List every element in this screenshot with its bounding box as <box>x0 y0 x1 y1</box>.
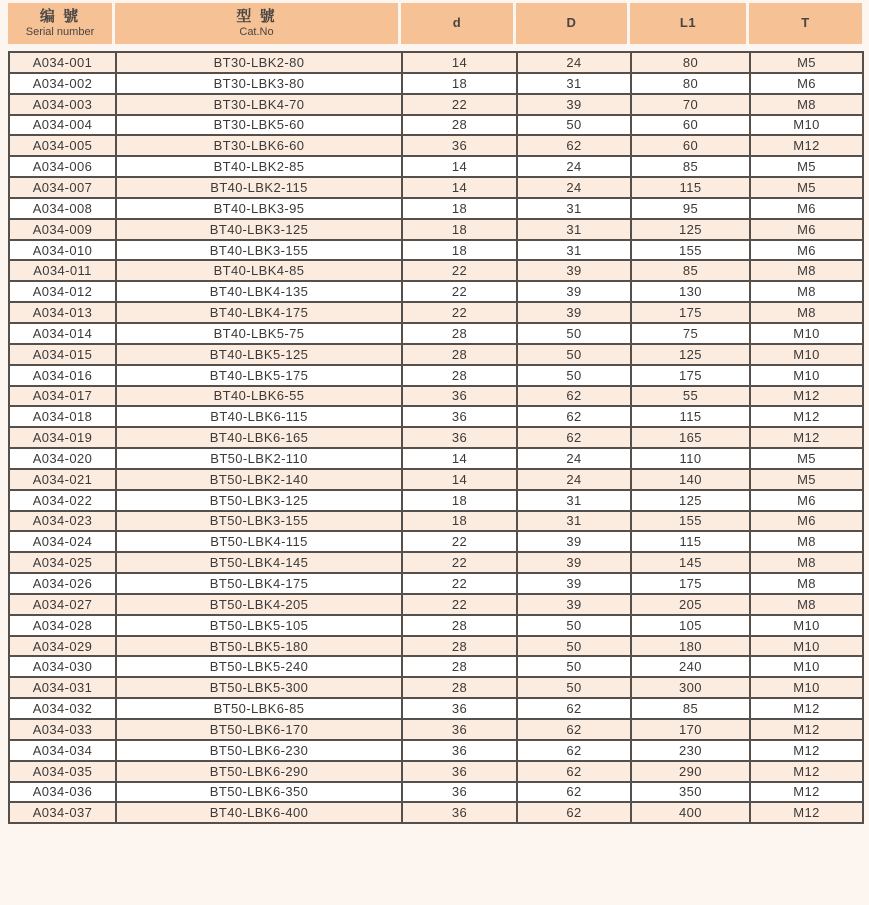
table-cell: 75 <box>631 323 750 344</box>
table-cell: 28 <box>402 656 517 677</box>
table-cell: A034-034 <box>9 740 116 761</box>
table-cell: 31 <box>517 219 631 240</box>
table-cell: A034-007 <box>9 177 116 198</box>
table-cell: M10 <box>750 636 863 657</box>
header-title: d <box>452 15 462 31</box>
table-row <box>9 531 863 552</box>
table-cell: 14 <box>402 156 517 177</box>
table-cell: M10 <box>750 344 863 365</box>
header-cell <box>115 3 401 44</box>
table-cell: 18 <box>402 73 517 94</box>
table-row <box>9 323 863 344</box>
table-cell: A034-037 <box>9 802 116 823</box>
table-cell: BT40-LBK3-125 <box>116 219 402 240</box>
table-cell: BT30-LBK3-80 <box>116 73 402 94</box>
table-cell: 36 <box>402 135 517 156</box>
table-cell: 36 <box>402 698 517 719</box>
table-cell: M12 <box>750 427 863 448</box>
table-cell: 62 <box>517 406 631 427</box>
table-cell: 125 <box>631 490 750 511</box>
table-cell: 36 <box>402 386 517 407</box>
table-cell: 165 <box>631 427 750 448</box>
table-cell: BT50-LBK4-145 <box>116 552 402 573</box>
table-cell: 62 <box>517 698 631 719</box>
table-cell: 39 <box>517 552 631 573</box>
table-row <box>9 761 863 782</box>
table-cell: M12 <box>750 719 863 740</box>
table-cell: A034-016 <box>9 365 116 386</box>
table-cell: A034-015 <box>9 344 116 365</box>
table-cell: 62 <box>517 782 631 803</box>
table-cell: A034-006 <box>9 156 116 177</box>
table-row <box>9 240 863 261</box>
table-cell: BT40-LBK5-125 <box>116 344 402 365</box>
table-cell: A034-011 <box>9 260 116 281</box>
table-row <box>9 344 863 365</box>
table-cell: 28 <box>402 344 517 365</box>
table-row <box>9 135 863 156</box>
table-cell: BT40-LBK3-95 <box>116 198 402 219</box>
table-row <box>9 73 863 94</box>
table-cell: BT40-LBK6-55 <box>116 386 402 407</box>
table-cell: 62 <box>517 427 631 448</box>
table-cell: 145 <box>631 552 750 573</box>
table-cell: M8 <box>750 94 863 115</box>
table-cell: A034-002 <box>9 73 116 94</box>
table-cell: 205 <box>631 594 750 615</box>
table-row <box>9 260 863 281</box>
table-cell: 85 <box>631 156 750 177</box>
table-cell: M5 <box>750 156 863 177</box>
table-cell: M8 <box>750 552 863 573</box>
table-cell: BT50-LBK6-290 <box>116 761 402 782</box>
table-cell: 39 <box>517 281 631 302</box>
table-cell: A034-025 <box>9 552 116 573</box>
table-cell: A034-035 <box>9 761 116 782</box>
table-cell: 18 <box>402 219 517 240</box>
table-row <box>9 302 863 323</box>
table-cell: 85 <box>631 260 750 281</box>
table-cell: 14 <box>402 448 517 469</box>
table-cell: 62 <box>517 386 631 407</box>
table-cell: 50 <box>517 656 631 677</box>
table-cell: BT50-LBK5-180 <box>116 636 402 657</box>
table-cell: 130 <box>631 281 750 302</box>
table-cell: BT40-LBK5-75 <box>116 323 402 344</box>
table-cell: 170 <box>631 719 750 740</box>
table-row <box>9 615 863 636</box>
table-cell: M5 <box>750 177 863 198</box>
table-cell: 14 <box>402 52 517 73</box>
table-cell: 22 <box>402 281 517 302</box>
table-cell: 50 <box>517 636 631 657</box>
table-row <box>9 636 863 657</box>
header-title: L1 <box>679 15 697 31</box>
table-cell: 175 <box>631 365 750 386</box>
table-row <box>9 94 863 115</box>
table-cell: 230 <box>631 740 750 761</box>
table-cell: A034-030 <box>9 656 116 677</box>
table-cell: M12 <box>750 802 863 823</box>
table-cell: BT40-LBK6-165 <box>116 427 402 448</box>
table-cell: 60 <box>631 135 750 156</box>
table-cell: 39 <box>517 302 631 323</box>
table-cell: 14 <box>402 177 517 198</box>
table-cell: 50 <box>517 365 631 386</box>
table-cell: 350 <box>631 782 750 803</box>
table-cell: 62 <box>517 802 631 823</box>
table-row <box>9 469 863 490</box>
table-cell: 22 <box>402 531 517 552</box>
table-cell: BT50-LBK2-140 <box>116 469 402 490</box>
table-cell: 36 <box>402 740 517 761</box>
table-cell: M8 <box>750 594 863 615</box>
table-row <box>9 782 863 803</box>
table-cell: 36 <box>402 427 517 448</box>
table-cell: A034-005 <box>9 135 116 156</box>
table-cell: M8 <box>750 302 863 323</box>
table-cell: BT40-LBK4-85 <box>116 260 402 281</box>
table-cell: 80 <box>631 52 750 73</box>
table-cell: M10 <box>750 115 863 136</box>
table-cell: 55 <box>631 386 750 407</box>
table-cell: 24 <box>517 52 631 73</box>
table-cell: M12 <box>750 740 863 761</box>
table-cell: A034-020 <box>9 448 116 469</box>
table-cell: 290 <box>631 761 750 782</box>
table-cell: A034-036 <box>9 782 116 803</box>
table-cell: A034-004 <box>9 115 116 136</box>
table-row <box>9 115 863 136</box>
header-subtitle: Cat.No <box>239 26 274 39</box>
table-row <box>9 365 863 386</box>
table-cell: 50 <box>517 323 631 344</box>
table-cell: M10 <box>750 365 863 386</box>
table-row <box>9 594 863 615</box>
table-cell: M5 <box>750 469 863 490</box>
table-cell: 85 <box>631 698 750 719</box>
table-cell: 31 <box>517 198 631 219</box>
table-cell: A034-024 <box>9 531 116 552</box>
table-cell: BT50-LBK3-125 <box>116 490 402 511</box>
table-cell: A034-014 <box>9 323 116 344</box>
table-cell: 28 <box>402 365 517 386</box>
table-cell: 62 <box>517 740 631 761</box>
table-cell: M8 <box>750 573 863 594</box>
table-cell: 115 <box>631 177 750 198</box>
table-cell: M8 <box>750 260 863 281</box>
table-cell: 24 <box>517 156 631 177</box>
table-cell: 36 <box>402 782 517 803</box>
table-cell: M6 <box>750 198 863 219</box>
header-cell <box>401 3 516 44</box>
table-cell: 39 <box>517 594 631 615</box>
table-cell: BT30-LBK5-60 <box>116 115 402 136</box>
table-cell: BT50-LBK6-170 <box>116 719 402 740</box>
table-row <box>9 156 863 177</box>
table-cell: 39 <box>517 94 631 115</box>
table-row <box>9 511 863 532</box>
table-cell: 31 <box>517 490 631 511</box>
table-cell: A034-001 <box>9 52 116 73</box>
table-cell: 60 <box>631 115 750 136</box>
table-header <box>8 3 862 44</box>
header-title: D <box>566 15 577 31</box>
table-row <box>9 52 863 73</box>
table-cell: 400 <box>631 802 750 823</box>
table-cell: A034-012 <box>9 281 116 302</box>
table-row <box>9 656 863 677</box>
table-row <box>9 698 863 719</box>
table-cell: 39 <box>517 573 631 594</box>
header-cell <box>749 3 862 44</box>
table-cell: A034-021 <box>9 469 116 490</box>
table-cell: M5 <box>750 52 863 73</box>
table-cell: M10 <box>750 323 863 344</box>
table-cell: 22 <box>402 94 517 115</box>
table-cell: BT30-LBK2-80 <box>116 52 402 73</box>
table-cell: A034-013 <box>9 302 116 323</box>
table-cell: A034-026 <box>9 573 116 594</box>
table-row <box>9 177 863 198</box>
table-cell: 24 <box>517 448 631 469</box>
table-cell: BT50-LBK5-300 <box>116 677 402 698</box>
table-cell: A034-019 <box>9 427 116 448</box>
table-cell: 240 <box>631 656 750 677</box>
table-row <box>9 802 863 823</box>
table-cell: 175 <box>631 302 750 323</box>
table-row <box>9 281 863 302</box>
table-cell: BT50-LBK6-85 <box>116 698 402 719</box>
table-cell: BT40-LBK6-400 <box>116 802 402 823</box>
table-cell: 22 <box>402 302 517 323</box>
table-cell: 36 <box>402 406 517 427</box>
table-cell: BT50-LBK6-350 <box>116 782 402 803</box>
table-cell: BT50-LBK3-155 <box>116 511 402 532</box>
table-cell: M5 <box>750 448 863 469</box>
table-cell: M6 <box>750 490 863 511</box>
table-cell: M12 <box>750 698 863 719</box>
table-cell: 115 <box>631 531 750 552</box>
table-cell: 22 <box>402 594 517 615</box>
table-cell: A034-031 <box>9 677 116 698</box>
table-cell: 39 <box>517 531 631 552</box>
table-cell: M10 <box>750 656 863 677</box>
header-subtitle: Serial number <box>25 26 95 39</box>
table-cell: M6 <box>750 511 863 532</box>
table-cell: 50 <box>517 115 631 136</box>
table-cell: 175 <box>631 573 750 594</box>
table-cell: M10 <box>750 615 863 636</box>
table-cell: 180 <box>631 636 750 657</box>
table-cell: 50 <box>517 344 631 365</box>
table-row <box>9 198 863 219</box>
table-cell: M10 <box>750 677 863 698</box>
table-cell: A034-017 <box>9 386 116 407</box>
header-title: 型 號 <box>236 8 277 26</box>
header-cell <box>8 3 115 44</box>
table-cell: BT40-LBK3-155 <box>116 240 402 261</box>
table-cell: 28 <box>402 636 517 657</box>
table-cell: 50 <box>517 615 631 636</box>
table-cell: M12 <box>750 406 863 427</box>
table-cell: A034-022 <box>9 490 116 511</box>
table-cell: BT30-LBK4-70 <box>116 94 402 115</box>
table-cell: BT40-LBK2-115 <box>116 177 402 198</box>
table-row <box>9 573 863 594</box>
table-cell: 18 <box>402 240 517 261</box>
table-cell: BT50-LBK6-230 <box>116 740 402 761</box>
table-cell: M12 <box>750 782 863 803</box>
header-cell <box>630 3 749 44</box>
table-cell: BT50-LBK5-240 <box>116 656 402 677</box>
table-cell: 28 <box>402 615 517 636</box>
table-cell: M12 <box>750 386 863 407</box>
table-cell: 62 <box>517 135 631 156</box>
table-cell: 14 <box>402 469 517 490</box>
table-cell: 22 <box>402 573 517 594</box>
header-title: T <box>801 15 810 31</box>
table-cell: A034-032 <box>9 698 116 719</box>
table-cell: BT40-LBK6-115 <box>116 406 402 427</box>
table-cell: BT40-LBK2-85 <box>116 156 402 177</box>
table-cell: 31 <box>517 73 631 94</box>
table-cell: BT50-LBK2-110 <box>116 448 402 469</box>
table-cell: M12 <box>750 761 863 782</box>
table-cell: 80 <box>631 73 750 94</box>
table-cell: 28 <box>402 677 517 698</box>
table-row <box>9 740 863 761</box>
table-row <box>9 552 863 573</box>
table-cell: BT40-LBK5-175 <box>116 365 402 386</box>
table-cell: 31 <box>517 240 631 261</box>
table-cell: 155 <box>631 240 750 261</box>
table-cell: A034-033 <box>9 719 116 740</box>
table-cell: 39 <box>517 260 631 281</box>
table-cell: 62 <box>517 719 631 740</box>
table-cell: A034-008 <box>9 198 116 219</box>
spec-table <box>8 51 864 824</box>
table-cell: A034-023 <box>9 511 116 532</box>
table-cell: 115 <box>631 406 750 427</box>
table-row <box>9 719 863 740</box>
header-title: 编 號 <box>39 8 81 26</box>
table-cell: BT50-LBK5-105 <box>116 615 402 636</box>
table-row <box>9 219 863 240</box>
table-cell: 24 <box>517 469 631 490</box>
table-cell: 18 <box>402 490 517 511</box>
table-cell: M8 <box>750 281 863 302</box>
table-row <box>9 677 863 698</box>
table-cell: 62 <box>517 761 631 782</box>
table-cell: 28 <box>402 115 517 136</box>
table-cell: M6 <box>750 219 863 240</box>
table-cell: BT30-LBK6-60 <box>116 135 402 156</box>
table-cell: 95 <box>631 198 750 219</box>
table-cell: A034-010 <box>9 240 116 261</box>
table-cell: 24 <box>517 177 631 198</box>
table-cell: M8 <box>750 531 863 552</box>
table-cell: 22 <box>402 552 517 573</box>
header-cell <box>516 3 630 44</box>
table-row <box>9 448 863 469</box>
table-cell: 105 <box>631 615 750 636</box>
table-row <box>9 427 863 448</box>
table-cell: BT40-LBK4-135 <box>116 281 402 302</box>
table-row <box>9 406 863 427</box>
table-cell: 22 <box>402 260 517 281</box>
table-cell: A034-028 <box>9 615 116 636</box>
table-cell: BT50-LBK4-175 <box>116 573 402 594</box>
table-cell: 31 <box>517 511 631 532</box>
table-cell: 28 <box>402 323 517 344</box>
table-cell: 140 <box>631 469 750 490</box>
table-cell: 110 <box>631 448 750 469</box>
table-cell: M6 <box>750 73 863 94</box>
table-row <box>9 386 863 407</box>
table-cell: 125 <box>631 344 750 365</box>
table-cell: BT50-LBK4-205 <box>116 594 402 615</box>
table-cell: 36 <box>402 802 517 823</box>
table-cell: 18 <box>402 198 517 219</box>
table-cell: 70 <box>631 94 750 115</box>
table-row <box>9 490 863 511</box>
table-cell: 36 <box>402 719 517 740</box>
table-cell: 300 <box>631 677 750 698</box>
table-cell: 50 <box>517 677 631 698</box>
table-cell: 18 <box>402 511 517 532</box>
table-cell: A034-029 <box>9 636 116 657</box>
table-cell: 125 <box>631 219 750 240</box>
table-cell: M12 <box>750 135 863 156</box>
table-cell: A034-003 <box>9 94 116 115</box>
table-cell: BT40-LBK4-175 <box>116 302 402 323</box>
table-cell: A034-009 <box>9 219 116 240</box>
table-cell: M6 <box>750 240 863 261</box>
table-cell: A034-018 <box>9 406 116 427</box>
table-cell: BT50-LBK4-115 <box>116 531 402 552</box>
table-cell: 155 <box>631 511 750 532</box>
table-cell: A034-027 <box>9 594 116 615</box>
table-cell: 36 <box>402 761 517 782</box>
